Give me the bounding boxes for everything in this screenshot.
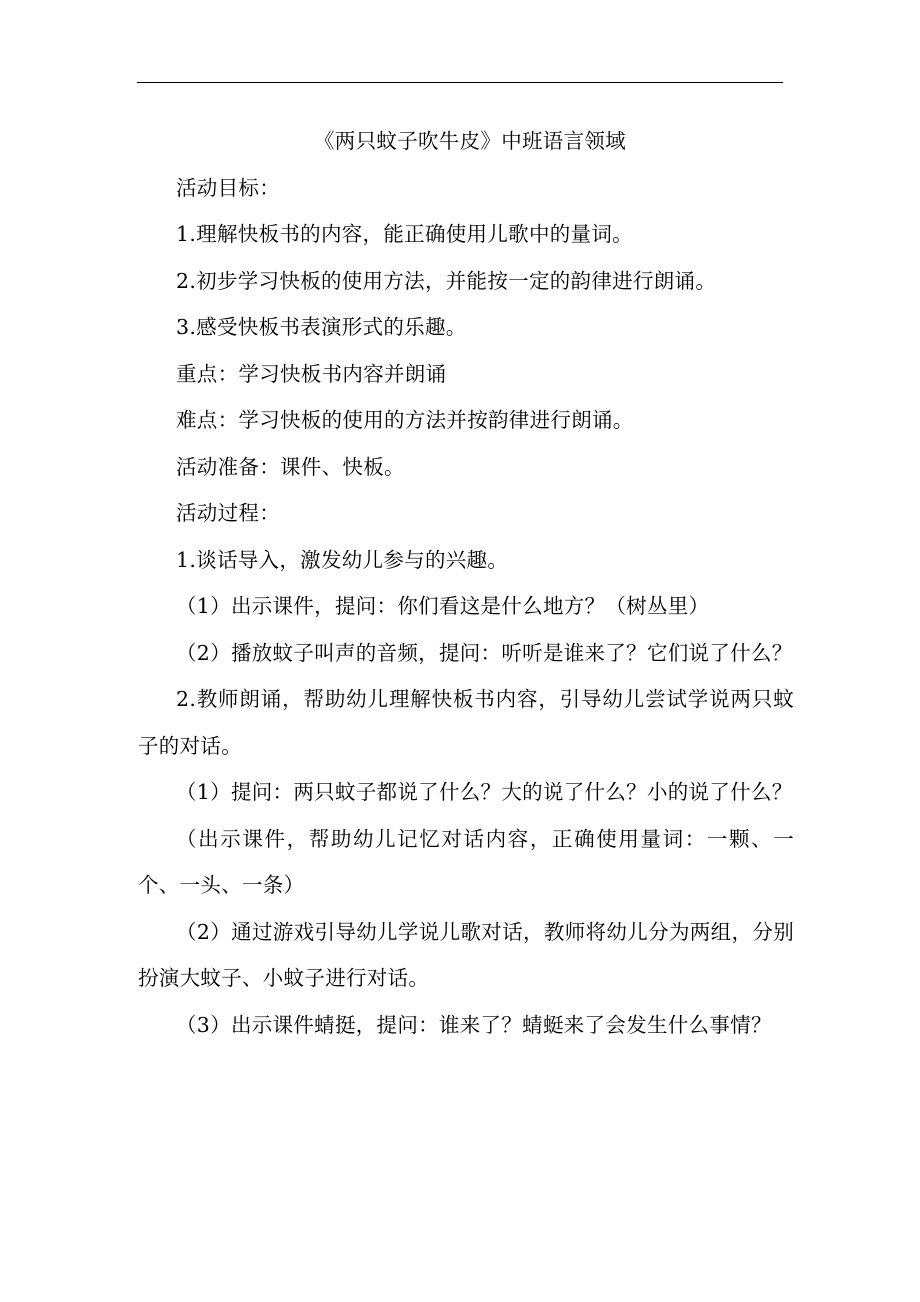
paragraph-goal-2: 2.初步学习快板的使用方法，并能按一定的韵律进行朗诵。 (176, 268, 717, 293)
paragraph-step-1-2: （2）播放蚊子叫声的音频，提问：听听是谁来了？它们说了什么？ (176, 640, 793, 665)
paragraph-process-heading: 活动过程： (176, 501, 280, 525)
document-body (138, 118, 794, 1048)
header-rule (137, 82, 783, 83)
paragraph-step-2-2: （2）通过游戏引导幼儿学说儿歌对话，教师将幼儿分为两组，分别扮演大蚊子、小蚊子进行对话。 (138, 919, 794, 990)
paragraph-goal-3: 3.感受快板书表演形式的乐趣。 (176, 315, 467, 339)
paragraph-step-1-1: （1）出示课件，提问：你们看这是什么地方？（树丛里） (176, 594, 710, 618)
paragraph-goals-heading: 活动目标： (176, 175, 280, 200)
paragraph-goal-1: 1.理解快板书的内容，能正确使用儿歌中的量词。 (176, 222, 633, 246)
paragraph-preparation: 活动准备：课件、快板。 (176, 454, 405, 479)
paragraph-step-2: 2.教师朗诵，帮助幼儿理解快板书内容，引导幼儿尝试学说两只蚊子的对话。 (138, 687, 794, 758)
paragraph-step-2-1: （1）提问：两只蚊子都说了什么？大的说了什么？小的说了什么？ (176, 780, 793, 804)
document-title: 《两只蚊子吹牛皮》中班语言领域 (314, 129, 626, 153)
paragraph-step-1: 1.谈话导入，激发幼儿参与的兴趣。 (176, 547, 509, 572)
paragraph-key-point: 重点：学习快板书内容并朗诵 (176, 361, 447, 386)
paragraph-step-2-note: （出示课件，帮助幼儿记忆对话内容，正确使用量词：一颗、一个、一头、一条） (138, 826, 794, 897)
paragraph-difficulty: 难点：学习快板的使用的方法并按韵律进行朗诵。 (176, 408, 634, 432)
paragraph-step-2-3: （3）出示课件蜻挺，提问：谁来了？蜻蜓来了会发生什么事情？ (176, 1012, 772, 1037)
